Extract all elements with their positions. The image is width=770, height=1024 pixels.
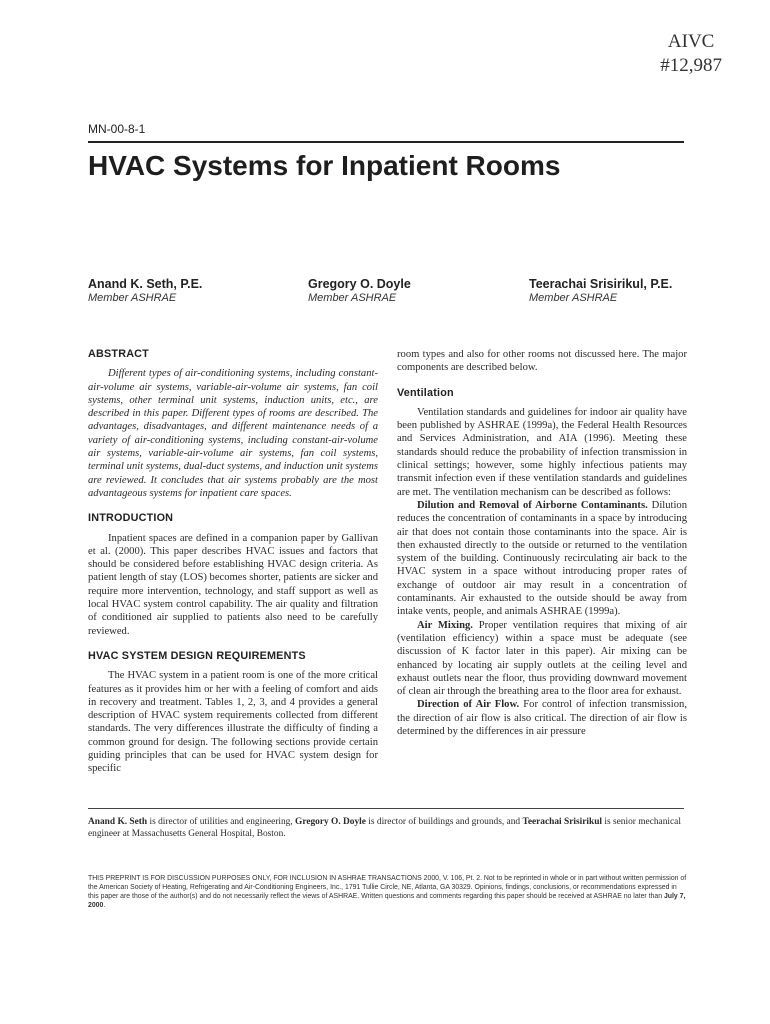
footnote-seth-role: is director of utilities and engineering, <box>147 817 296 827</box>
mixing-runin-heading: Air Mixing. <box>417 619 473 631</box>
footnote-rule <box>88 808 684 809</box>
author-membership: Member ASHRAE <box>88 292 177 304</box>
author-block-doyle <box>308 277 411 304</box>
author-membership: Member ASHRAE <box>308 292 397 304</box>
direction-runin-heading: Direction of Air Flow. <box>417 699 520 711</box>
archive-stamp <box>660 30 722 78</box>
abstract-heading: ABSTRACT <box>88 348 149 360</box>
mixing-paragraph <box>397 619 687 699</box>
introduction-text: Inpatient spaces are defined in a companion paper by Gallivan et al. (2000). This paper describes HVAC issues and factors that should be considered before establishing HVAC design criteria. As patient length of stay (LOS) becomes shorter, patients are sicker and require more intervention, technology, and staff support as well as local HVAC system control capability. The air quality and filtration of conditioned air supplied to patients also need to be carefully reviewed. <box>88 532 378 637</box>
design-requirements-heading: HVAC SYSTEM DESIGN REQUIREMENTS <box>88 649 306 662</box>
ventilation-text: Ventilation standards and guidelines for indoor air quality have been published by ASHRAE (1999a), the Federal Health Resources and Services Administration, and AIA (1996). Meeting these standards should reduce the probability of infection transmission in clinical settings; however, some highly infectious patients may transmit infection even if these ventilation standards and guidelines are met. The ventilation mechanism can be described as follows: <box>397 406 687 498</box>
archive-label: AIVC <box>667 31 715 52</box>
abstract-text: Different types of air-conditioning systems, including constant-air-volume air systems, variable-air-volume air systems, fan coil systems, other terminal unit systems, induction units, etc., are described in this paper. Different types of rooms are described. The advantages, disadvantages, and different maintenance needs of a variety of air-conditioning systems, including constant-air-volume air systems, variable-air-volume air systems, fan coil systems, terminal unit systems, dual-duct systems, and induction unit systems are reviewed. It concludes that air systems probably are the most advantageous systems for inpatient care spaces. <box>88 368 378 499</box>
author-membership: Member ASHRAE <box>529 292 618 304</box>
footnote-doyle-name: Gregory O. Doyle <box>295 817 366 827</box>
document-number: MN-00-8-1 <box>88 122 146 136</box>
continued-paragraph: room types and also for other rooms not discussed here. The major components are described below. <box>397 349 687 374</box>
left-column <box>88 348 378 776</box>
author-name: Gregory O. Doyle <box>308 277 411 291</box>
author-name: Teerachai Srisirikul, P.E. <box>529 277 673 291</box>
dilution-paragraph <box>397 499 687 619</box>
right-column <box>397 348 687 738</box>
author-block-srisirikul <box>529 277 672 304</box>
direction-paragraph <box>397 698 687 738</box>
preprint-end: . <box>103 902 106 909</box>
paper-title: HVAC Systems for Inpatient Rooms <box>88 150 561 181</box>
design-requirements-text: The HVAC system in a patient room is one of the more critical features as it provides him or her with a feeling of comfort and aids in recovery and treatment. Tables 1, 2, 3, and 4 provides a general description of HVAC system requirements collected from different standards. The very differences illustrate the difficulty of finding a common ground for design. The following sections provide certain guiding principles that can be used for HVAC system design for specific <box>88 670 378 775</box>
footnote-doyle-role: is director of buildings and grounds, and <box>365 817 523 827</box>
preprint-notice <box>88 874 688 910</box>
archive-number: #12,987 <box>660 55 722 76</box>
introduction-heading: INTRODUCTION <box>88 512 174 525</box>
dilution-runin-heading: Dilution and Removal of Airborne Contaminants. <box>417 499 648 511</box>
preprint-text: THIS PREPRINT IS FOR DISCUSSION PURPOSES ONLY, FOR INCLUSION IN ASHRAE TRANSACTIONS 2000, V. 106, Pt. 2. Not to be reprinted in whole or in part without written permission of the American Society of Heating, Refrigerating and Air-Conditioning Engineers, Inc., 1791 Tullie Circle, NE, Atlanta, GA 30329. Opinions, findings, conclusions, or recommendations expressed in this paper are those of the author(s) and do not necessarily reflect the views of ASHRAE. Written questions and comments regarding this paper should be received at ASHRAE no later than <box>88 875 687 900</box>
preprint-deadline: July 7, 2000 <box>88 893 686 909</box>
dilution-text: Dilution reduces the concentration of contaminants in a space by introducing air that does not contain those contaminants into the space. Air is then exhausted directly to the outside or returned to the ventilation system of the building. Continuously recirculating air back to the HVAC system in a space without introducing proper rates of exchange of outdoor air may result in a concentration of contaminants. Air exhausted to the outside should be away from intake vents, people, and animals ASHRAE (1999a). <box>397 499 687 618</box>
footnote-srisirikul-role: is senior mechanical engineer at Massachusetts General Hospital, Boston. <box>88 817 681 839</box>
title-rule <box>88 141 684 143</box>
footnote-srisirikul-name: Teerachai Srisirikul <box>522 817 603 827</box>
direction-text: For control of infection transmission, the direction of air flow is also critical. The direction of air flow is determined by the differences in air pressure <box>397 699 687 738</box>
footnote-seth-name: Anand K. Seth <box>88 817 148 827</box>
author-name: Anand K. Seth, P.E. <box>88 277 203 291</box>
ventilation-heading: Ventilation <box>397 386 454 399</box>
author-footnote <box>88 816 688 840</box>
mixing-text: Proper ventilation requires that mixing of air (ventilation efficiency) within a space must be adequate (see discussion of K factor later in this paper). Air mixing can be enhanced by locating air supply outlets at the ceiling level and exhaust outlets near the floor, thus providing downward movement of clean air through the breathing area to the floor area for exhaust. <box>397 619 688 698</box>
author-block-seth <box>88 277 202 304</box>
